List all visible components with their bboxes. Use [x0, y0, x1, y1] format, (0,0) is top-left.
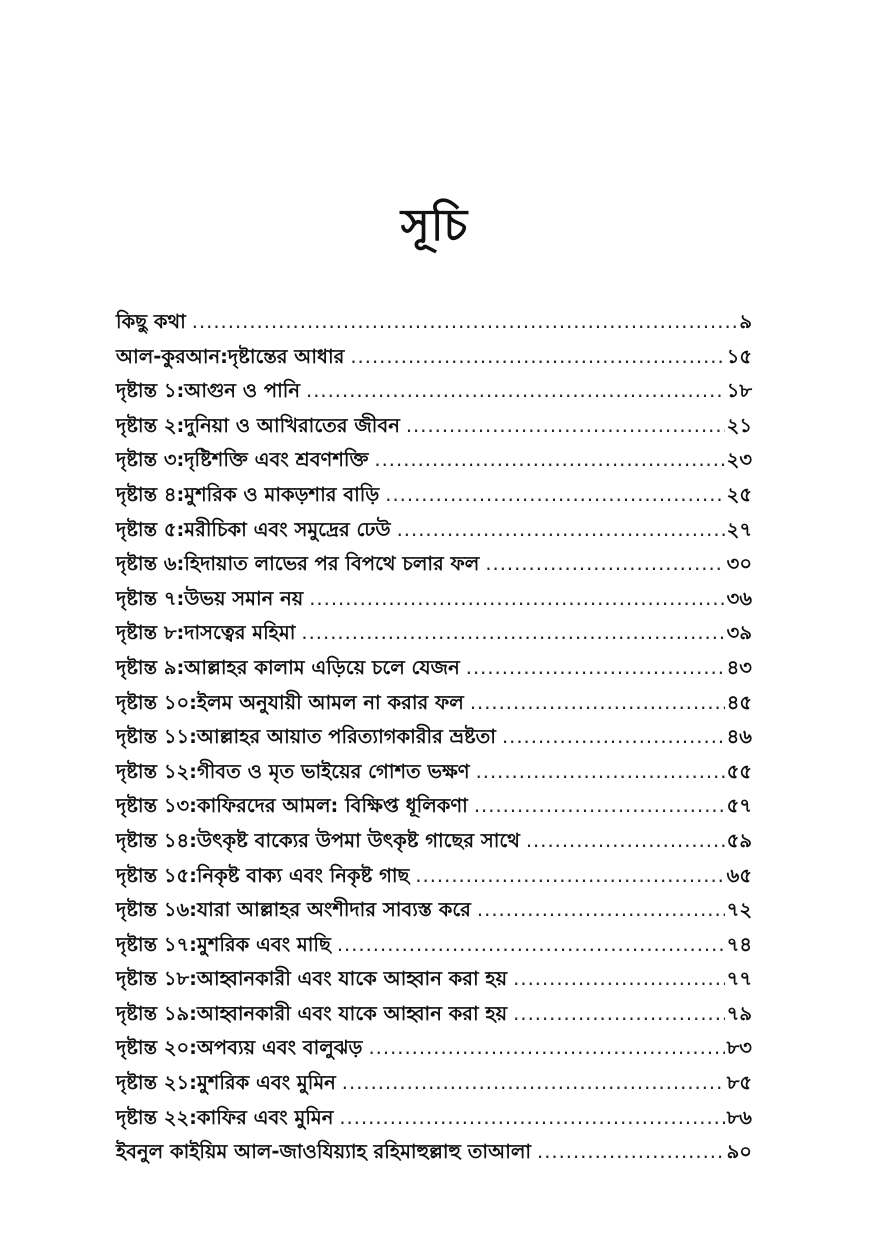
dot-leader	[301, 616, 724, 651]
toc-entry	[116, 651, 752, 686]
toc-entry	[116, 547, 752, 582]
toc-page-number: ৭২	[726, 898, 752, 922]
dot-leader	[415, 859, 724, 894]
toc-entry	[116, 720, 752, 755]
toc-page-number: ৫৯	[726, 828, 752, 852]
toc-entry-label: দৃষ্টান্ত ৪:মুশরিক ও মাকড়শার বাড়ি	[116, 482, 380, 506]
toc-page-number: ৭৯	[726, 1001, 752, 1025]
dot-leader	[339, 1101, 724, 1136]
page-title: সূচি	[400, 200, 469, 251]
dot-leader	[477, 893, 725, 928]
dot-leader	[513, 962, 724, 997]
toc-entry	[116, 1135, 752, 1170]
toc-entry-label: দৃষ্টান্ত ১৩:কাফিরদের আমল: বিক্ষিপ্ত ধূলিকণা	[116, 794, 468, 818]
toc-entry-label: দৃষ্টান্ত ৭:উভয় সমান নয়	[116, 586, 304, 610]
toc-entry	[116, 824, 752, 859]
dot-leader	[513, 997, 724, 1032]
toc-page-number: ৪৩	[726, 655, 752, 679]
dot-leader	[397, 513, 725, 548]
toc-page-number: ৭৪	[726, 932, 752, 956]
toc-entry	[116, 409, 752, 444]
toc-page-number: ৮৫	[726, 1071, 752, 1095]
toc-entry	[116, 513, 752, 548]
dot-leader	[406, 409, 725, 444]
toc-entry-label: দৃষ্টান্ত ১:আগুন ও পানি	[116, 379, 300, 403]
dot-leader	[466, 651, 725, 686]
toc-entry	[116, 893, 752, 928]
toc-entry-label: আল-কুরআন:দৃষ্টান্তের আধার	[116, 344, 345, 368]
toc-entry	[116, 859, 752, 894]
toc-entry-label: দৃষ্টান্ত ১৮:আহ্বানকারী এবং যাকে আহ্বান করা হয়	[116, 967, 508, 991]
dot-leader	[337, 928, 725, 963]
toc-entry-label: দৃষ্টান্ত ১০:ইলম অনুযায়ী আমল না করার ফল	[116, 690, 464, 714]
toc-page-number: ২১	[726, 413, 752, 437]
toc-entry	[116, 755, 752, 790]
toc-page-number: ৩০	[726, 552, 752, 576]
toc-page-number: ৩৬	[726, 586, 752, 610]
toc-entry	[116, 997, 752, 1032]
dot-leader	[526, 824, 725, 859]
toc-entry	[116, 305, 752, 340]
toc-page-number: ৯০	[726, 1140, 752, 1164]
toc-entry	[116, 789, 752, 824]
toc-page-number: ৪৫	[726, 690, 752, 714]
dot-leader	[470, 686, 725, 721]
dot-leader	[476, 755, 725, 790]
toc-entry	[116, 374, 752, 409]
toc-entry	[116, 686, 752, 721]
dot-leader	[374, 443, 724, 478]
toc-entry-label: কিছু কথা	[116, 310, 186, 333]
toc-entry	[116, 443, 752, 478]
table-of-contents	[116, 305, 752, 1170]
dot-leader	[485, 547, 724, 582]
toc-entry-label: দৃষ্টান্ত ১৪:উৎকৃষ্ট বাক্যের উপমা উৎকৃষ্ট গাছের সাথে	[116, 828, 520, 852]
toc-entry-label: দৃষ্টান্ত ১৬:যারা আল্লাহর অংশীদার সাব্যস্ত করে	[116, 898, 471, 922]
toc-entry	[116, 478, 752, 513]
toc-entry	[116, 1101, 752, 1136]
toc-entry-label: দৃষ্টান্ত ২০:অপব্যয় এবং বালুঝড়	[116, 1036, 363, 1060]
dot-leader	[385, 478, 724, 513]
toc-entry-label: দৃষ্টান্ত ২২:কাফির এবং মুমিন	[116, 1105, 334, 1129]
toc-page-number: ৫৫	[726, 759, 752, 783]
dot-leader	[502, 720, 725, 755]
toc-page-number: ১৮	[726, 379, 752, 403]
toc-page-number: ৩৯	[726, 621, 752, 645]
toc-entry-label: দৃষ্টান্ত ৬:হিদায়াত লাভের পর বিপথে চলার ফল	[116, 552, 480, 576]
toc-page-number: ৭৭	[726, 967, 752, 991]
dot-leader	[474, 789, 725, 824]
dot-leader	[368, 1031, 724, 1066]
toc-entry-label: দৃষ্টান্ত ১৫:নিকৃষ্ট বাক্য এবং নিকৃষ্ট গাছ	[116, 863, 410, 887]
dot-leader	[350, 340, 724, 375]
toc-entry-label: দৃষ্টান্ত ১১:আল্লাহর আয়াত পরিত্যাগকারীর ভ্রষ্টতা	[116, 725, 496, 749]
toc-page-number: ৬৫	[726, 863, 752, 887]
dot-leader	[309, 582, 724, 617]
toc-page-number: ৫৭	[726, 794, 752, 818]
toc-entry-label: দৃষ্টান্ত ৮:দাসত্বের মহিমা	[116, 621, 296, 645]
toc-entry-label: দৃষ্টান্ত ১৯:আহ্বানকারী এবং যাকে আহ্বান করা হয়	[116, 1001, 508, 1025]
toc-entry-label: দৃষ্টান্ত ২:দুনিয়া ও আখিরাতের জীবন	[116, 413, 400, 437]
toc-entry	[116, 340, 752, 375]
toc-entry-label: ইবনুল কাইয়িম আল-জাওযিয়্যাহ রহিমাহুল্লাহু তাআলা	[116, 1140, 532, 1164]
toc-page-number: ৯	[739, 310, 752, 333]
toc-page-number: ২৫	[726, 482, 752, 506]
toc-page-number: ৪৬	[726, 725, 752, 749]
toc-entry-label: দৃষ্টান্ত ১২:গীবত ও মৃত ভাইয়ের গোশত ভক্ষণ	[116, 759, 470, 783]
toc-entry-label: দৃষ্টান্ত ৩:দৃষ্টিশক্তি এবং শ্রবণশক্তি	[116, 448, 369, 472]
toc-entry	[116, 928, 752, 963]
toc-page-number: ১৫	[726, 344, 752, 368]
toc-page-number: ৮৩	[726, 1036, 752, 1060]
toc-entry	[116, 616, 752, 651]
toc-page-number: ২৭	[726, 517, 752, 541]
toc-entry	[116, 1066, 752, 1101]
dot-leader	[306, 374, 725, 409]
toc-entry	[116, 962, 752, 997]
toc-page-number: ৮৬	[726, 1105, 752, 1129]
toc-entry-label: দৃষ্টান্ত ৫:মরীচিকা এবং সমুদ্রের ঢেউ	[116, 517, 391, 541]
dot-leader	[192, 305, 738, 340]
dot-leader	[342, 1066, 725, 1101]
toc-page-number: ২৩	[726, 448, 752, 472]
toc-entry-label: দৃষ্টান্ত ১৭:মুশরিক এবং মাছি	[116, 932, 331, 956]
toc-entry-label: দৃষ্টান্ত ২১:মুশরিক এবং মুমিন	[116, 1071, 336, 1095]
toc-entry-label: দৃষ্টান্ত ৯:আল্লাহর কালাম এড়িয়ে চলে যেজন	[116, 655, 460, 679]
toc-entry	[116, 1031, 752, 1066]
toc-entry	[116, 582, 752, 617]
dot-leader	[537, 1135, 725, 1170]
